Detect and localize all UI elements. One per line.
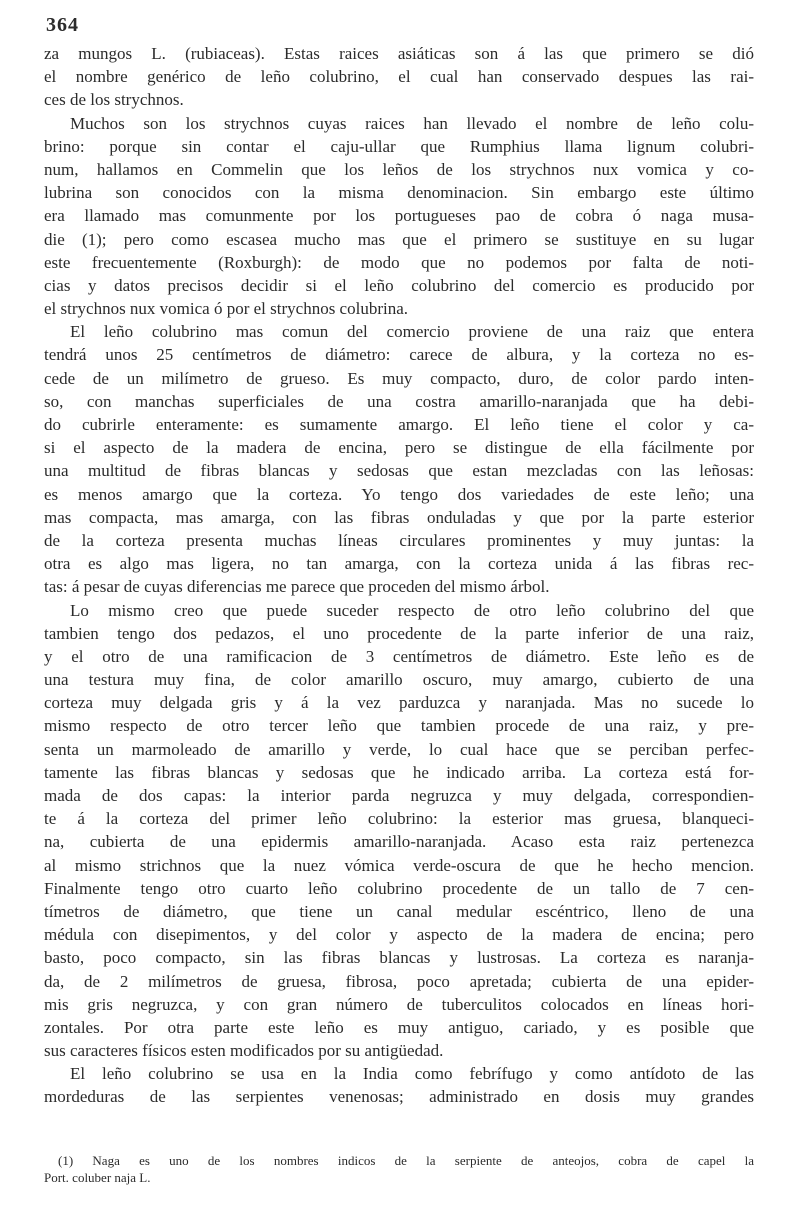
- text-line: era llamado mas comunmente por los portugueses pao de cobra ó naga musa-: [44, 206, 754, 226]
- text-line: cias y datos precisos decidir si el leño colubrino del comercio es producido por: [44, 275, 754, 295]
- text-line: lubrina son conocidos con la misma denominacion. Sin embargo este último: [44, 183, 754, 203]
- text-line: ces de los strychnos.: [44, 90, 184, 110]
- text-line: mas compacta, mas amarga, con las fibras onduladas y que por la parte esterior: [44, 507, 754, 527]
- text-line: tímetros de diámetro, que tiene un canal medular escéntrico, lleno de una: [44, 901, 754, 921]
- text-line: na, cubierta de una epidermis amarillo-naranjada. Acaso esta raiz pertenezca: [44, 832, 754, 852]
- text-line: zontales. Por otra parte este leño es muy antiguo, cariado, y es posible que: [44, 1017, 754, 1037]
- text-line: te á la corteza del primer leño colubrino: la esterior mas gruesa, blanqueci-: [44, 809, 754, 829]
- page-number: 364: [46, 14, 79, 36]
- text-line: za mungos L. (rubiaceas). Estas raices asiáticas son á las que primero se dió: [44, 44, 754, 63]
- text-line: da, de 2 milímetros de gruesa, fibrosa, poco apretada; cubierta de una epider-: [44, 971, 754, 991]
- text-line: una testura muy fina, de color amarillo oscuro, muy amargo, cubierto de una: [44, 670, 754, 690]
- text-line: mis gris negruzca, y con gran número de tuberculitos colocados en líneas hori-: [44, 994, 754, 1014]
- text-line: basto, poco compacto, sin las fibras blancas y lustrosas. La corteza es naranja-: [44, 948, 754, 968]
- text-line: es menos amargo que la corteza. Yo tengo dos variedades de este leño; una: [44, 484, 754, 504]
- text-line: este frecuentemente (Roxburgh): de modo que no podemos por falta de noti-: [44, 252, 754, 272]
- text-line: die (1); pero como escasea mucho mas que el primero se sustituye en su lugar: [44, 229, 754, 249]
- text-line: tambien tengo dos pedazos, el uno procedente de la parte inferior de una raiz,: [44, 623, 754, 643]
- text-line: tas: á pesar de cuyas diferencias me parece que proceden del mismo árbol.: [44, 577, 550, 597]
- text-line: al mismo strichnos que la nuez vómica verde-oscura de que he hecho mencion.: [44, 855, 754, 875]
- text-line: El leño colubrino mas comun del comercio proviene de una raiz que entera: [70, 322, 754, 342]
- text-line: otra es algo mas ligera, no tan amarga, con la corteza unida á las fibras rec-: [44, 554, 754, 574]
- text-line: médula con disepimentos, y del color y aspecto de la madera de encina; pero: [44, 925, 754, 945]
- text-line: tendrá unos 25 centímetros de diámetro: carece de albura, y la corteza no es-: [44, 345, 754, 365]
- text-line: mordeduras de las serpientes venenosas; administrado en dosis muy grandes: [44, 1087, 754, 1107]
- text-line: so, con manchas superficiales de una costra amarillo-naranjada que ha debi-: [44, 391, 754, 411]
- text-line: mada de dos capas: la interior parda negruzca y muy delgada, correspondien-: [44, 786, 754, 805]
- text-line: Lo mismo creo que puede suceder respecto de otro leño colubrino del que: [70, 600, 754, 620]
- text-line: corteza muy delgada gris y á la vez parduzca y naranjada. Mas no sucede lo: [44, 693, 754, 713]
- text-line: mismo respecto de otro tercer leño que tambien procede de una raiz, y pre-: [44, 716, 754, 736]
- text-line: el strychnos nux vomica ó por el strychnos colubrina.: [44, 299, 409, 319]
- text-line: tamente las fibras blancas y sedosas que he indicado arriba. La corteza está for-: [44, 762, 754, 782]
- text-line: el nombre genérico de leño colubrino, el cual han conservado despues las rai-: [44, 67, 754, 87]
- footnotes: [44, 1152, 754, 1186]
- text-line: cede de un milímetro de grueso. Es muy compacto, duro, de color pardo inten-: [44, 368, 754, 388]
- text-line: Finalmente tengo otro cuarto leño colubrino procedente de un tallo de 7 cen-: [44, 878, 754, 898]
- text-line: sus caracteres físicos esten modificados por su antigüedad.: [44, 1041, 444, 1061]
- text-line: num, hallamos en Commelin que los leños de los strychnos nux vomica y co-: [44, 159, 754, 179]
- text-line: El leño colubrino se usa en la India como febrífugo y como antídoto de las: [70, 1064, 754, 1084]
- text-line: brino: porque sin contar el caju-ullar que Rumphius llama lignum colubri-: [44, 136, 754, 156]
- body-text: [44, 42, 754, 1109]
- text-line: de la corteza presenta muchas líneas circulares prominentes y muy juntas: la: [44, 530, 754, 550]
- text-line: una multitud de fibras blancas y sedosas que estan mezcladas con las leñosas:: [44, 461, 754, 481]
- text-line: y el otro de una ramificacion de 3 centímetros de diámetro. Este leño es de: [44, 646, 754, 666]
- text-line: Muchos son los strychnos cuyas raices han llevado el nombre de leño colu-: [70, 113, 754, 133]
- footnote-line: Port. coluber naja L.: [44, 1170, 151, 1185]
- text-line: senta un marmoleado de amarillo y verde, lo cual hace que se perciban perfec-: [44, 739, 754, 759]
- text-line: si el aspecto de la madera de encina, pero se distingue de ella fácilmente por: [44, 438, 754, 458]
- footnote-line: (1) Naga es uno de los nombres indicos de la serpiente de anteojos, cobra de capel la: [58, 1153, 754, 1168]
- text-line: do cubrirle enteramente: es sumamente amargo. El leño tiene el color y ca-: [44, 415, 754, 434]
